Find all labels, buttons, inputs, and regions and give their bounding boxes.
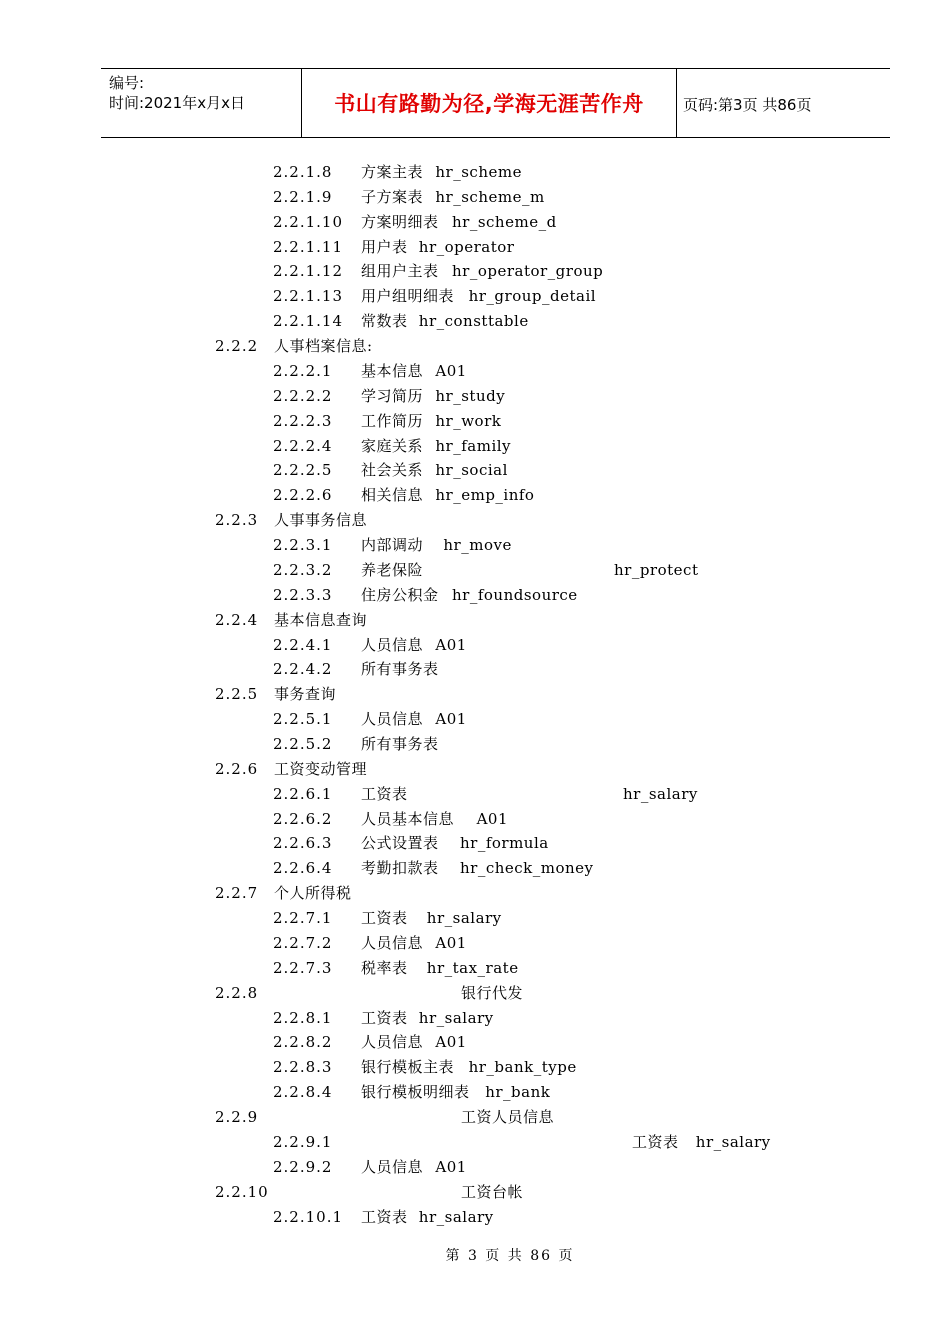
toc-table-name: hr_protect	[614, 560, 699, 579]
toc-label: 子方案表	[361, 187, 424, 206]
toc-label: 常数表	[361, 312, 408, 331]
toc-entry	[273, 533, 900, 557]
toc-table-name: hr_move	[443, 536, 512, 555]
toc-number: 2.2.4	[215, 610, 259, 629]
toc-entry	[273, 1155, 900, 1179]
toc-entry	[273, 807, 900, 831]
toc-number: 2.2.6.2	[273, 809, 333, 828]
toc-label: 养老保险	[361, 560, 424, 579]
page-footer: 第 3 页 共 86 页	[445, 1248, 575, 1264]
toc-number: 2.2.9.2	[273, 1157, 333, 1176]
toc-entry	[273, 956, 900, 980]
toc-table-name: hr_family	[435, 436, 512, 455]
toc-number: 2.2.5.1	[273, 710, 333, 729]
toc-label: 人事事务信息	[274, 511, 368, 530]
toc-table-name: A01	[435, 710, 467, 729]
toc-label: 工资表	[632, 1132, 679, 1151]
toc-entry	[273, 657, 900, 681]
toc-entry	[273, 185, 900, 209]
toc-number: 2.2.2.1	[273, 361, 333, 380]
toc-entry	[273, 160, 900, 184]
toc-number: 2.2.8.1	[273, 1008, 333, 1027]
toc-number: 2.2.4.2	[273, 660, 333, 679]
toc-label: 社会关系	[361, 461, 424, 480]
toc-entry	[273, 409, 900, 433]
toc-table-name: hr_consttable	[418, 312, 529, 331]
toc-section	[215, 1180, 900, 1204]
toc-label: 所有事务表	[361, 660, 439, 679]
toc-table-name: hr_salary	[426, 909, 502, 928]
toc-label: 内部调动	[361, 536, 424, 555]
toc-entry	[273, 483, 900, 507]
toc-label: 银行代发	[461, 983, 524, 1002]
toc-entry	[273, 732, 900, 756]
toc-entry	[273, 1205, 900, 1229]
toc-label: 税率表	[361, 958, 408, 977]
toc-entry	[273, 359, 900, 383]
toc-label: 工资台帐	[461, 1182, 524, 1201]
toc-number: 2.2.1.12	[273, 262, 344, 281]
toc-table-name: hr_group_detail	[468, 287, 597, 306]
toc-table-name: hr_check_money	[460, 859, 594, 878]
toc-table-name: hr_emp_info	[435, 486, 535, 505]
toc-label: 方案明细表	[361, 212, 439, 231]
toc-number: 2.2.1.8	[273, 163, 333, 181]
toc-number: 2.2.9	[215, 1108, 259, 1127]
toc-table-name: A01	[435, 933, 467, 952]
toc-entry	[273, 583, 900, 607]
toc-entry	[273, 1080, 900, 1104]
toc-label: 人员信息	[361, 933, 424, 952]
toc-number: 2.2.8.3	[273, 1058, 333, 1077]
toc-number: 2.2.4.1	[273, 635, 333, 654]
toc-number: 2.2.9.1	[273, 1132, 333, 1151]
toc-table-name: A01	[476, 809, 509, 828]
toc-table-name: hr_scheme_d	[452, 212, 557, 231]
toc-entry	[273, 1006, 900, 1030]
toc-table-name: hr_operator	[418, 237, 515, 256]
toc-label: 银行模板主表	[361, 1058, 455, 1077]
toc-label: 家庭关系	[361, 436, 424, 455]
toc-number: 2.2.1.9	[273, 187, 333, 206]
toc-table-name: hr_work	[435, 411, 502, 430]
toc-entry	[273, 856, 900, 880]
toc-table-name: hr_social	[435, 461, 508, 480]
toc-number: 2.2.6.3	[273, 834, 333, 853]
toc-label: 工资人员信息	[461, 1108, 555, 1127]
toc-table-name: A01	[435, 1157, 467, 1176]
toc-label: 银行模板明细表	[361, 1083, 470, 1102]
toc-table-name: hr_operator_group	[452, 262, 604, 281]
toc-number: 2.2.3	[215, 511, 259, 530]
toc-number: 2.2.5	[215, 685, 259, 704]
toc-section	[215, 981, 900, 1005]
toc-number: 2.2.2.4	[273, 436, 333, 455]
toc-entry	[273, 1055, 900, 1079]
toc-number: 2.2.1.14	[273, 312, 344, 331]
toc-table-name: hr_scheme_m	[435, 187, 545, 206]
toc-number: 2.2.5.2	[273, 735, 333, 753]
toc-entry	[273, 458, 900, 482]
toc-entry	[273, 906, 900, 930]
toc-section	[215, 608, 900, 632]
toc-section	[215, 757, 900, 781]
date-label: 时间:2021年x月x日	[109, 94, 245, 112]
toc-table-name: hr_tax_rate	[426, 958, 519, 977]
toc-label: 事务查询	[274, 685, 337, 704]
toc-label: 考勤扣款表	[361, 859, 439, 878]
toc-entry	[273, 434, 900, 458]
toc-section	[215, 682, 900, 706]
toc-number: 2.2.6.4	[273, 859, 333, 878]
toc-label: 人员基本信息	[361, 809, 455, 828]
toc-label: 学习简历	[361, 386, 424, 405]
toc-label: 方案主表	[361, 163, 424, 181]
toc-entry	[273, 210, 900, 234]
toc-number: 2.2.8.4	[273, 1083, 333, 1102]
toc-label: 公式设置表	[361, 834, 439, 853]
toc-number: 2.2.10.1	[273, 1207, 344, 1226]
toc-table-name: hr_formula	[460, 834, 549, 853]
toc-number: 2.2.6.1	[273, 784, 333, 803]
header-divider	[676, 69, 677, 137]
toc-table-name: A01	[435, 1033, 467, 1052]
header-meta	[109, 73, 299, 113]
toc-entry	[273, 259, 900, 283]
toc-entry	[273, 782, 900, 806]
toc-label: 基本信息	[361, 361, 424, 380]
toc-entry	[273, 931, 900, 955]
toc-entry	[273, 1130, 900, 1154]
toc-table-name: hr_salary	[418, 1008, 494, 1027]
toc-number: 2.2.3.1	[273, 536, 333, 555]
toc-number: 2.2.2	[215, 337, 259, 356]
toc-number: 2.2.1.13	[273, 287, 344, 306]
toc-label: 相关信息	[361, 486, 424, 505]
toc-label: 个人所得税	[274, 884, 352, 903]
toc-label: 人员信息	[361, 1033, 424, 1052]
toc-label: 用户组明细表	[361, 287, 455, 306]
toc-number: 2.2.2.3	[273, 411, 333, 430]
toc-number: 2.2.8	[215, 983, 259, 1002]
toc-table-name: A01	[435, 361, 467, 380]
toc-label: 工资表	[361, 1008, 408, 1027]
toc-label: 用户表	[361, 237, 408, 256]
toc-label: 住房公积金	[361, 585, 439, 604]
toc-number: 2.2.2.2	[273, 386, 333, 405]
toc-entry	[273, 384, 900, 408]
toc-section	[215, 1105, 900, 1129]
toc-label: 人员信息	[361, 710, 424, 729]
toc-label: 组用户主表	[361, 262, 439, 281]
toc-entry	[273, 707, 900, 731]
toc-section	[215, 881, 900, 905]
toc-entry	[273, 633, 900, 657]
toc-number: 2.2.6	[215, 759, 259, 778]
toc-label: 工资表	[361, 909, 408, 928]
toc-label: 工资表	[361, 784, 408, 803]
serial-number-label: 编号:	[109, 74, 145, 92]
toc-table-name: A01	[435, 635, 467, 654]
toc-table-name: hr_study	[435, 386, 506, 405]
toc-label: 所有事务表	[361, 735, 439, 753]
header-motto: 书山有路勤为径,学海无涯苦作舟	[334, 92, 644, 116]
toc-label: 人员信息	[361, 1157, 424, 1176]
toc-number: 2.2.1.11	[273, 237, 344, 256]
toc-entry	[273, 558, 900, 582]
toc-label: 工资表	[361, 1207, 408, 1226]
toc-section	[215, 508, 900, 532]
toc-entry	[273, 309, 900, 333]
toc-entry	[273, 235, 900, 259]
toc-number: 2.2.1.10	[273, 212, 344, 231]
toc-table-name: hr_foundsource	[452, 585, 578, 604]
toc-number: 2.2.7.3	[273, 958, 333, 977]
toc-label: 工作简历	[361, 411, 424, 430]
toc-number: 2.2.7.2	[273, 933, 333, 952]
toc-number: 2.2.7	[215, 884, 259, 903]
toc-label: 工资变动管理	[274, 759, 368, 778]
toc-table-name: hr_scheme	[435, 163, 522, 181]
header-page-info: 页码:第3页 共86页	[683, 96, 812, 114]
toc-number: 2.2.8.2	[273, 1033, 333, 1052]
toc-number: 2.2.10	[215, 1182, 269, 1201]
toc-label: 人员信息	[361, 635, 424, 654]
toc-number: 2.2.3.2	[273, 560, 333, 579]
toc-entry	[273, 284, 900, 308]
toc-entry	[273, 831, 900, 855]
toc-label: 人事档案信息:	[274, 337, 373, 356]
toc-entry	[273, 1030, 900, 1054]
toc-section	[215, 334, 900, 358]
toc-number: 2.2.2.5	[273, 461, 333, 480]
toc-table-name: hr_salary	[623, 784, 698, 803]
document-header	[101, 68, 890, 138]
toc-number: 2.2.7.1	[273, 909, 333, 928]
toc-label: 基本信息查询	[274, 610, 368, 629]
toc-table-name: hr_bank_type	[468, 1058, 577, 1077]
toc-number: 2.2.2.6	[273, 486, 333, 505]
toc-number: 2.2.3.3	[273, 585, 333, 604]
toc-table-name: hr_salary	[418, 1207, 494, 1226]
toc-table-name: hr_salary	[695, 1132, 771, 1151]
toc-table-name: hr_bank	[485, 1083, 551, 1102]
